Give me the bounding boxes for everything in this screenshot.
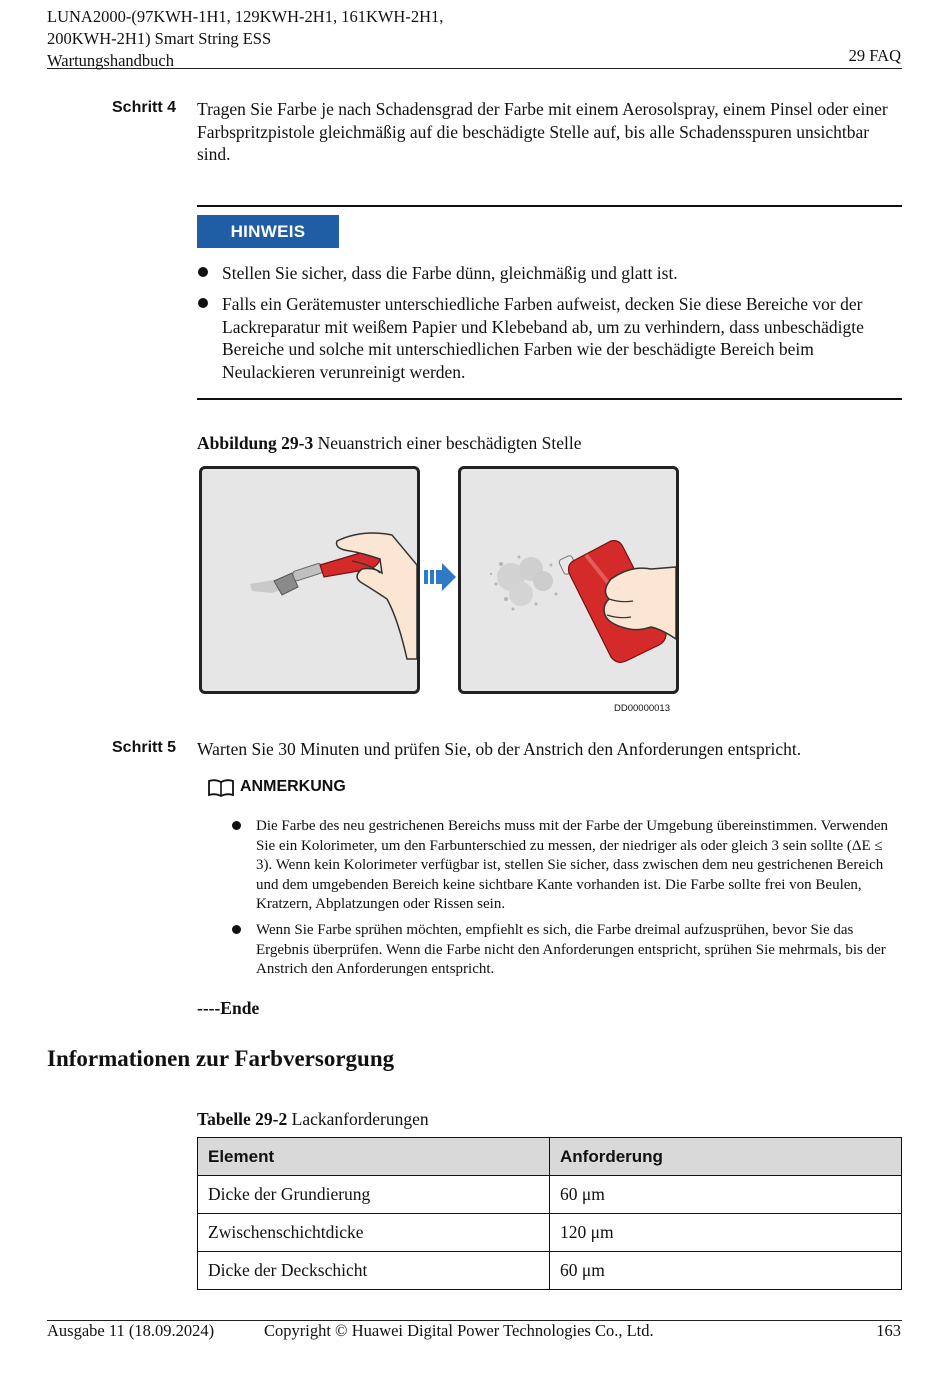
column-header: Anforderung: [550, 1138, 902, 1176]
table-cell: Dicke der Deckschicht: [198, 1252, 550, 1290]
bullet-icon: [232, 925, 241, 934]
bullet-icon: [198, 267, 208, 277]
column-header: Element: [198, 1138, 550, 1176]
figure-title: Neuanstrich einer beschädigten Stelle: [317, 433, 582, 453]
issue-label: Ausgabe 11 (18.09.2024): [47, 1321, 215, 1340]
step-4-text: Tragen Sie Farbe je nach Schadensgrad der Farbe mit einem Aerosolspray, einem Pinsel oder einer Farbspritzpistole gleichmäßig auf die beschädigte Stelle auf, bis alle Schadensspuren unsichtbar sind.: [197, 99, 888, 164]
table-cell: Dicke der Grundierung: [198, 1176, 550, 1214]
step-5-label: Schritt 5: [112, 739, 177, 756]
document-title-line: LUNA2000-(97KWH-1H1, 129KWH-2H1, 161KWH-2H1,: [47, 7, 444, 26]
table-title: Lackanforderungen: [291, 1109, 429, 1129]
book-icon: [207, 778, 235, 798]
paint-requirements-table: [197, 1137, 902, 1290]
figure-code: DD00000013: [614, 703, 670, 714]
chapter-label: 29 FAQ: [848, 46, 901, 65]
brush-ferrule: [292, 563, 324, 582]
bullet-icon: [198, 298, 208, 308]
arrow-right-icon: [424, 561, 457, 593]
copyright-label: Copyright © Huawei Digital Power Technologies Co., Ltd.: [264, 1321, 654, 1340]
notice-top-rule: [197, 205, 902, 207]
notice-bottom-rule: [197, 398, 902, 400]
remark-item: Die Farbe des neu gestrichenen Bereichs muss mit der Farbe der Umgebung übereinstimmen. Verwenden Sie ein Kolorimeter, um den Farbunterschied zu messen, der niedriger als oder gleich 3 sein sollte (ΔE ≤ 3). Wenn kein Kolorimeter verfügbar ist, stellen Sie sicher, dass zwischen dem neu gestrichenen Bereich und dem umgebenden Bereich keine sichtbare Kante vorhanden ist. Die Farbe sollte frei von Beulen, Kratzern, Abplatzungen oder Rissen sein.: [256, 818, 889, 912]
hand-icon: [337, 533, 417, 659]
table-cell: 60 μm: [550, 1252, 902, 1290]
remark-label: ANMERKUNG: [240, 778, 346, 795]
spray-painting-illustration: [461, 469, 676, 691]
figure-caption: [197, 432, 902, 455]
table-row: [198, 1176, 902, 1214]
end-marker: ----Ende: [197, 998, 260, 1018]
header-divider: [47, 68, 902, 69]
document-title: [47, 6, 747, 72]
step-4-label: Schritt 4: [112, 99, 177, 116]
page-number: 163: [876, 1321, 901, 1340]
step-5-text: Warten Sie 30 Minuten und prüfen Sie, ob der Anstrich den Anforderungen entspricht.: [197, 739, 802, 759]
brush-painting-illustration: [202, 469, 417, 691]
notice-item: Falls ein Gerätemuster unterschiedliche Farben aufweist, decken Sie diese Bereiche vor der Lackreparatur mit weißem Papier und Klebeband ab, um zu verhindern, dass unbeschädigte Bereiche und solche mit unterschiedlichen Farben wie der beschädigte Bereich beim Neulackieren verunreinigt werden.: [222, 294, 864, 382]
document-subtitle: Wartungshandbuch: [47, 51, 174, 70]
notice-badge: HINWEIS: [197, 215, 339, 248]
table-row: [198, 1214, 902, 1252]
brush-panel: [199, 466, 420, 694]
bullet-icon: [232, 821, 241, 830]
table-cell: 60 μm: [550, 1176, 902, 1214]
spray-mist: [490, 556, 558, 611]
table-caption: [197, 1108, 429, 1131]
table-cell: 120 μm: [550, 1214, 902, 1252]
table-header-row: [198, 1138, 902, 1176]
table-number: Tabelle 29-2: [197, 1109, 288, 1129]
table-row: [198, 1252, 902, 1290]
table-cell: Zwischenschichtdicke: [198, 1214, 550, 1252]
remark-item: Wenn Sie Farbe sprühen möchten, empfiehlt es sich, die Farbe dreimal aufzusprühen, bevor Sie das Ergebnis überprüfen. Wenn die Farbe nicht den Anforderungen entspricht, sprühen Sie mehrmals, bis der Anstrich den Anforderungen entspricht.: [256, 922, 886, 977]
document-title-line: 200KWH-2H1) Smart String ESS: [47, 29, 272, 48]
spray-panel: [458, 466, 679, 694]
notice-item: Stellen Sie sicher, dass die Farbe dünn, gleichmäßig und glatt ist.: [222, 263, 678, 283]
figure-number: Abbildung 29-3: [197, 433, 314, 453]
section-title: Informationen zur Farbversorgung: [47, 1046, 395, 1071]
